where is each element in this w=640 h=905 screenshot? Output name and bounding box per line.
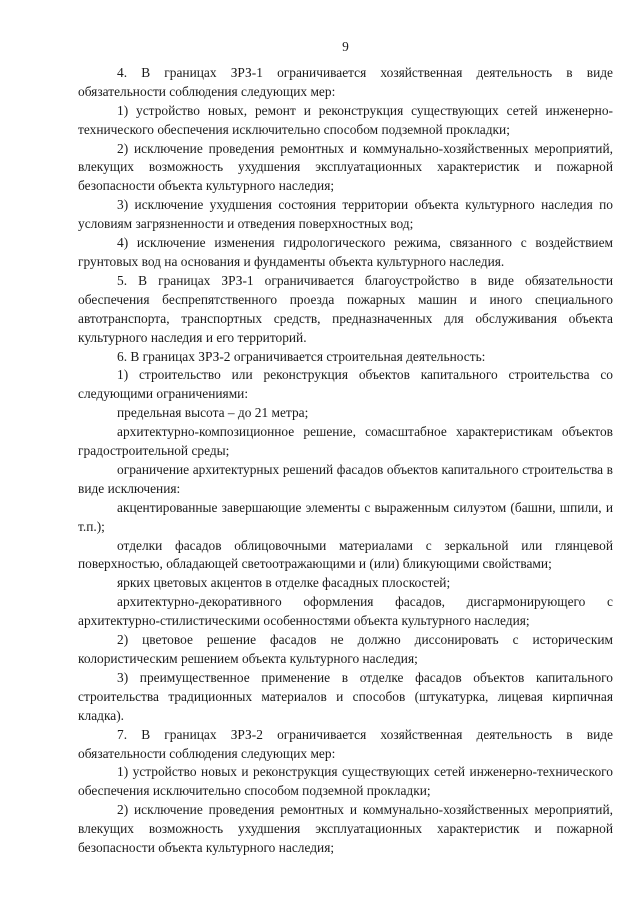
paragraph: архитектурно-декоративного оформления фасадов, дисгармонирующего с архитектурно-стилистическими особенностями объекта культурного наследия; <box>78 594 613 629</box>
paragraph: 6. В границах ЗРЗ-2 ограничивается строительная деятельность: <box>117 348 486 364</box>
paragraph: акцентированные завершающие элементы с выраженным силуэтом (башни, шпили, и т.п.); <box>78 499 613 534</box>
paragraph: 1) устройство новых и реконструкция существующих сетей инженерно-технического обеспечения исключительно способом подземной прокладки; <box>78 764 613 799</box>
paragraph: 5. В границах ЗРЗ-1 ограничивается благоустройство в виде обязательности обеспечения беспрепятственного проезда пожарных машин и иного специального автотранспорта, транспортных средств, предназначенных для обслуживания объекта культурного наследия и его территорий. <box>78 272 613 345</box>
paragraph: архитектурно-композиционное решение, сомасштабное характеристикам объектов градостроительной среды; <box>78 424 613 459</box>
paragraph: 7. В границах ЗРЗ-2 ограничивается хозяйственная деятельность в виде обязательности соблюдения следующих мер: <box>78 726 613 761</box>
paragraph: 4. В границах ЗРЗ-1 ограничивается хозяйственная деятельность в виде обязательности соблюдения следующих мер: <box>78 64 613 99</box>
paragraph: 2) исключение проведения ремонтных и коммунально-хозяйственных мероприятий, влекущих возможность ухудшения эксплуатационных характеристик и пожарной безопасности объекта культурного наследия; <box>78 802 613 856</box>
paragraph: ярких цветовых акцентов в отделке фасадных плоскостей; <box>117 575 451 591</box>
page-number: 9 <box>342 39 349 54</box>
paragraph: отделки фасадов облицовочными материалами с зеркальной или глянцевой поверхностью, обладающей светоотражающими и (или) бликующими свойствами; <box>78 537 613 572</box>
paragraph: 1) устройство новых, ремонт и реконструкция существующих сетей инженерно-технического обеспечения исключительно способом подземной прокладки; <box>78 102 613 137</box>
paragraph: 2) исключение проведения ремонтных и коммунально-хозяйственных мероприятий, влекущих возможность ухудшения эксплуатационных характеристик и пожарной безопасности объекта культурного наследия; <box>78 140 613 194</box>
paragraph: ограничение архитектурных решений фасадов объектов капитального строительства в виде исключения: <box>78 461 613 496</box>
paragraph: 3) исключение ухудшения состояния территории объекта культурного наследия по условиям загрязненности и отведения поверхностных вод; <box>78 197 613 232</box>
document-body <box>78 64 613 858</box>
paragraph: 3) преимущественное применение в отделке фасадов объектов капитального строительства традиционных материалов и способов (штукатурка, лицевая кирпичная кладка). <box>78 669 613 723</box>
paragraph: 1) строительство или реконструкция объектов капитального строительства со следующими ограничениями: <box>78 367 613 402</box>
paragraph: 2) цветовое решение фасадов не должно диссонировать с историческим колористическим решением объекта культурного наследия; <box>78 632 613 666</box>
paragraph: 4) исключение изменения гидрологического режима, связанного с воздействием грунтовых вод на основания и фундаменты объекта культурного наследия. <box>78 235 613 269</box>
paragraph: предельная высота – до 21 метра; <box>117 405 309 421</box>
document-page <box>78 38 613 858</box>
